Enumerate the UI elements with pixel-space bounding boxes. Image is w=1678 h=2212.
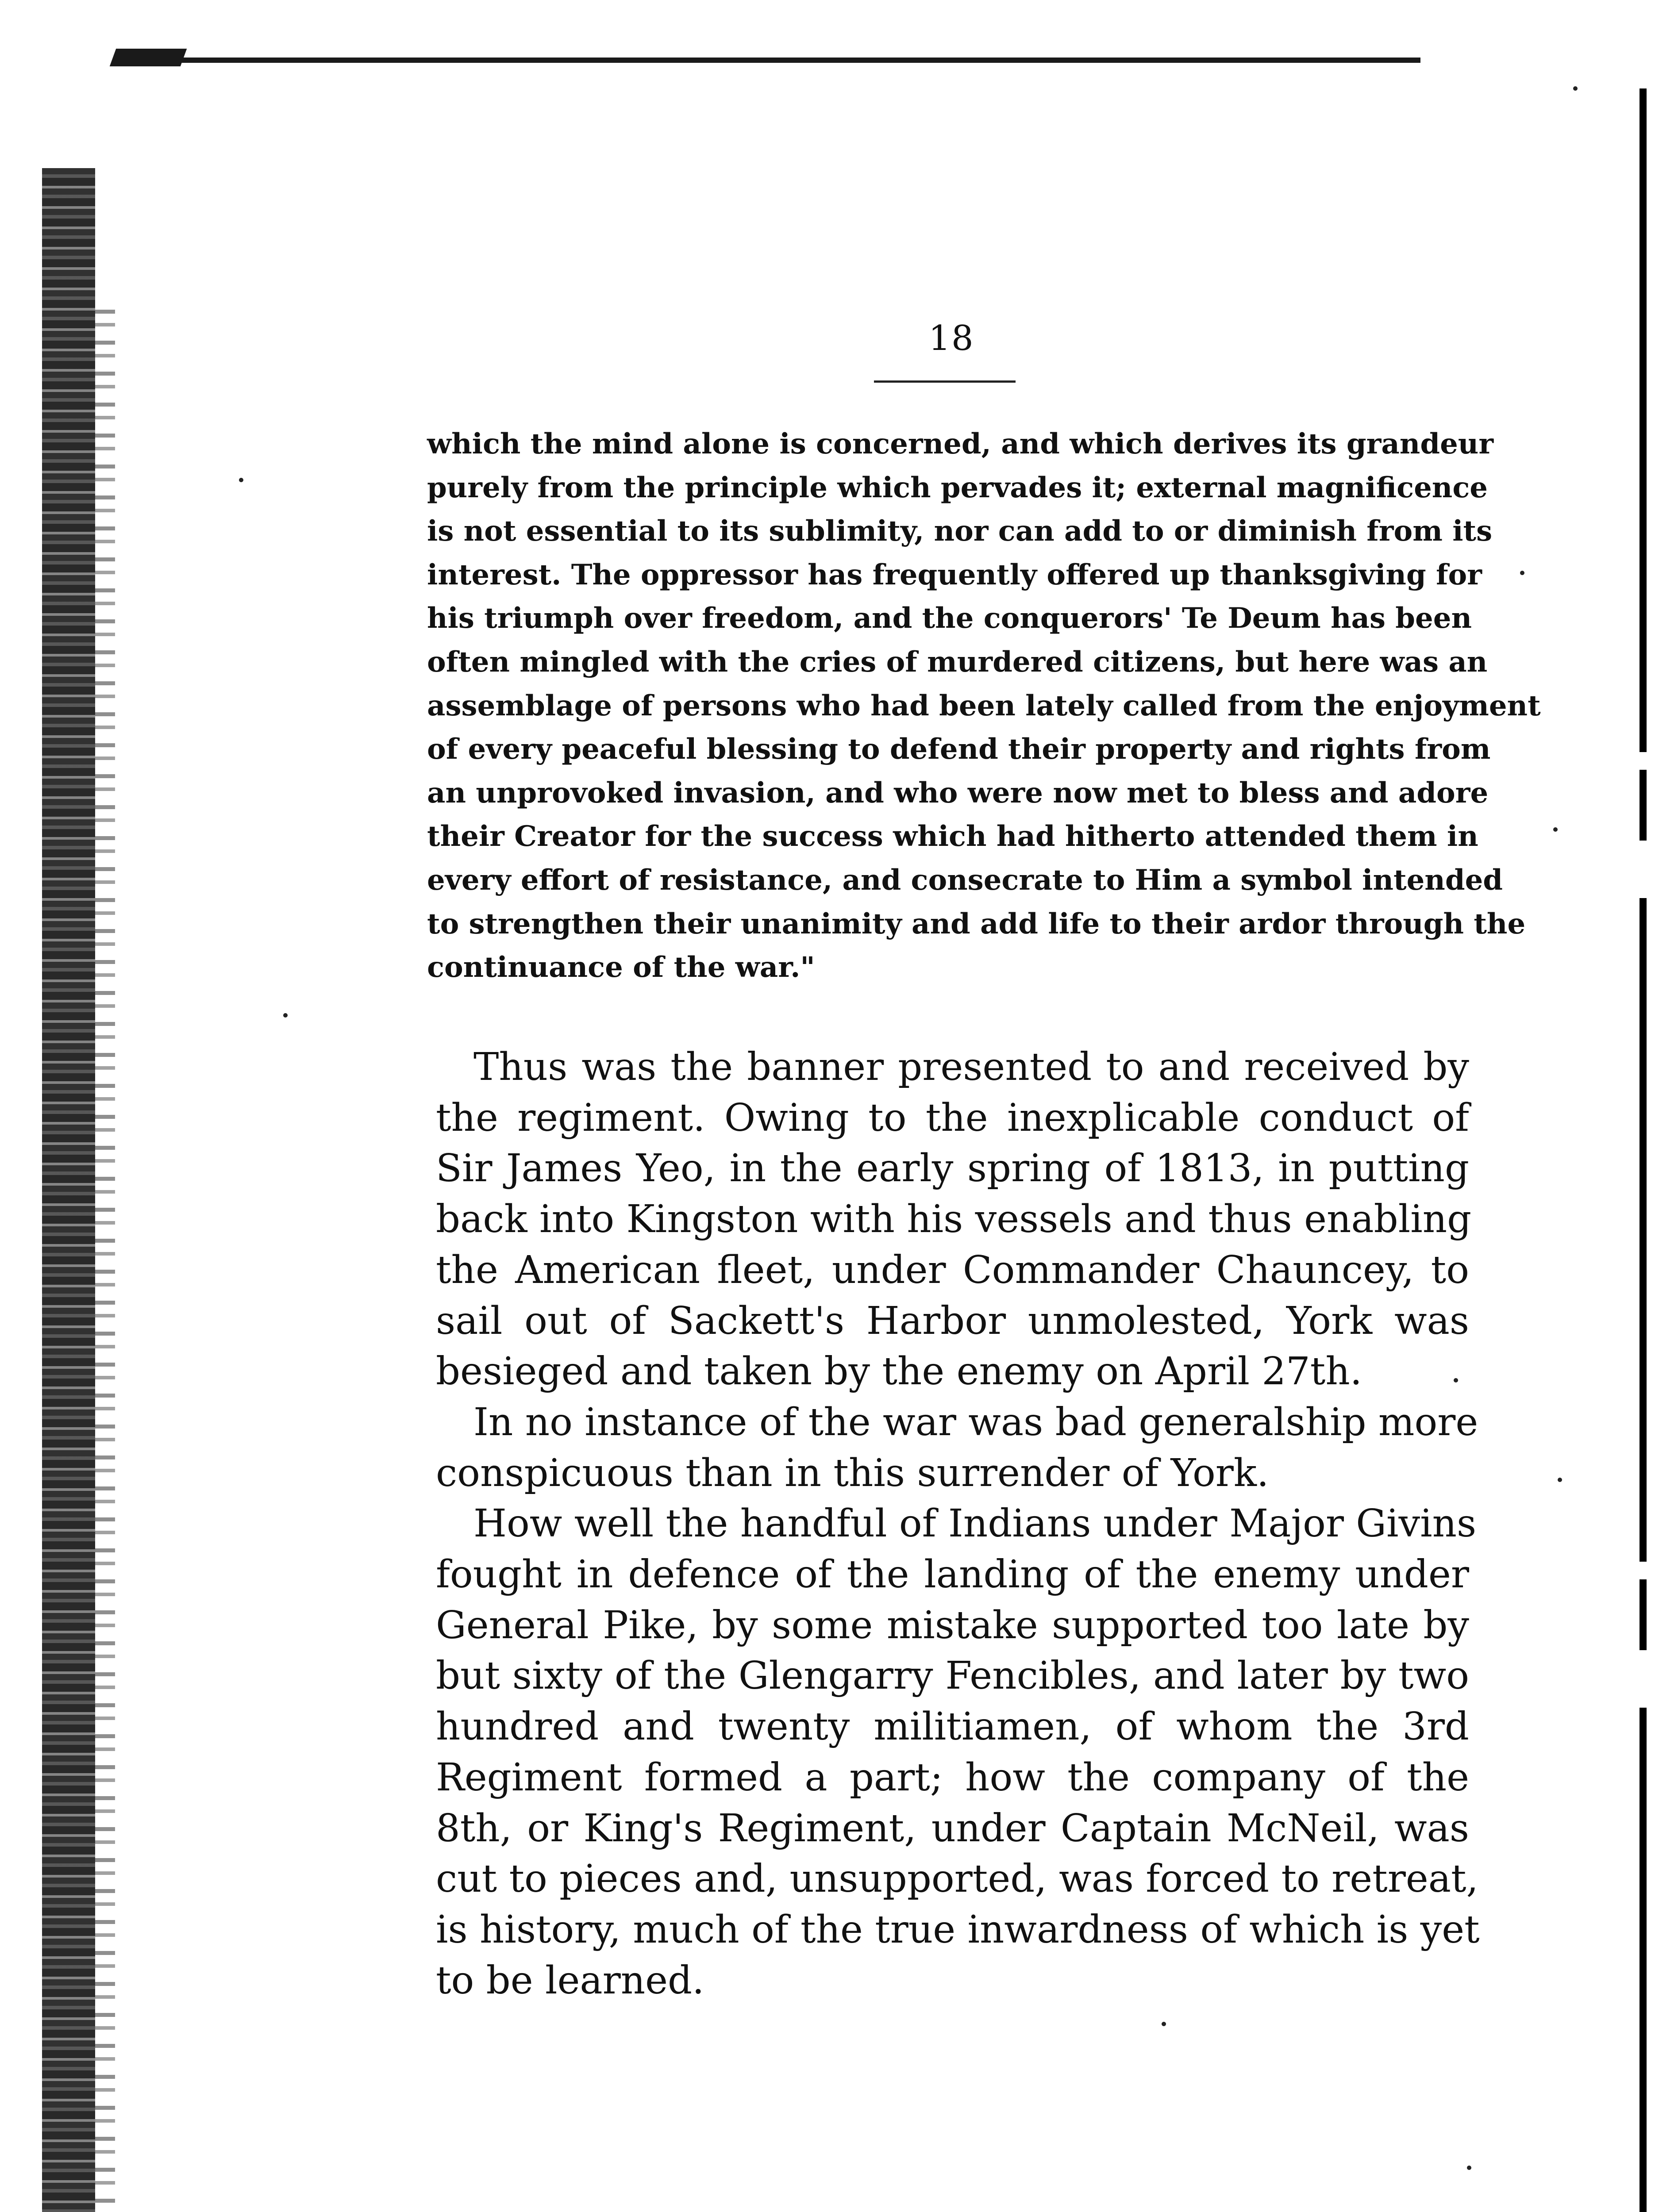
body-line: sail out of Sackett's Harbor unmolested, York was (436, 1298, 1469, 1343)
quote-line: his triumph over freedom, and the conquerors' Te Deum has been (427, 602, 1472, 635)
quote-line: assemblage of persons who had been lately called from the enjoyment (427, 689, 1541, 722)
quote-line: interest. The oppressor has frequently offered up thanksgiving for (427, 558, 1482, 591)
quote-line: their Creator for the success which had hitherto attended them in (427, 820, 1478, 853)
quote-line: every effort of resistance, and consecrate to Him a symbol intended (427, 863, 1503, 897)
body-line: the regiment. Owing to the inexplicable conduct of (436, 1095, 1469, 1140)
scan-speck (283, 1013, 288, 1018)
quote-line: an unprovoked invasion, and who were now met to bless and adore (427, 776, 1489, 810)
body-line: How well the handful of Indians under Major Givins (473, 1502, 1477, 1546)
quoted-passage (427, 422, 1541, 990)
page-number-rule (874, 380, 1016, 383)
scan-speck (1520, 571, 1524, 575)
quote-line: purely from the principle which pervades it; external magnificence (427, 471, 1488, 504)
scan-speck (1573, 86, 1578, 91)
quote-line: continuance of the war." (427, 951, 815, 984)
body-line: back into Kingston with his vessels and thus enabling (436, 1197, 1472, 1242)
quote-line: often mingled with the cries of murdered citizens, but here was an (427, 645, 1488, 679)
body-line: cut to pieces and, unsupported, was forced to retreat, (436, 1857, 1478, 1901)
scanned-binding-shadow (95, 310, 115, 2212)
scan-speck (1162, 2022, 1166, 2026)
body-line: to be learned. (436, 1958, 704, 2003)
scan-speck (1553, 827, 1558, 832)
body-line: the American fleet, under Commander Chauncey, to (436, 1248, 1469, 1292)
body-text (436, 1042, 1480, 2006)
scan-speck (239, 478, 243, 482)
body-line: besieged and taken by the enemy on April 27th. (436, 1349, 1362, 1394)
body-line: Sir James Yeo, in the early spring of 1813, in putting (436, 1146, 1469, 1191)
body-line: Regiment formed a part; how the company of the (436, 1755, 1469, 1800)
quote-line: which the mind alone is concerned, and which derives its grandeur (427, 427, 1494, 461)
scanned-binding-edge (42, 168, 95, 2212)
body-line: conspicuous than in this surrender of York. (436, 1451, 1269, 1495)
scan-top-border (115, 58, 1420, 63)
quote-line: to strengthen their unanimity and add life to their ardor through the (427, 907, 1526, 941)
body-line: is history, much of the true inwardness of which is yet (436, 1907, 1480, 1952)
body-line: In no instance of the war was bad generalship more (473, 1400, 1478, 1444)
body-line: fought in defence of the landing of the enemy under (436, 1552, 1469, 1597)
body-line: but sixty of the Glengarry Fencibles, and later by two (436, 1654, 1469, 1698)
scan-speck (1467, 2166, 1471, 2170)
body-line: General Pike, by some mistake supported too late by (436, 1603, 1469, 1647)
scan-speck (1558, 1478, 1562, 1482)
page-number: 18 (928, 319, 974, 358)
body-line: hundred and twenty militiamen, of whom the 3rd (436, 1705, 1469, 1749)
scan-right-border (1640, 88, 1647, 2212)
quote-line: of every peaceful blessing to defend their property and rights from (427, 733, 1491, 766)
quote-line: is not essential to its sublimity, nor can add to or diminish from its (427, 515, 1493, 548)
body-line: 8th, or King's Regiment, under Captain McNeil, was (436, 1806, 1469, 1851)
scan-speck (1454, 1378, 1458, 1382)
body-line: Thus was the banner presented to and received by (473, 1045, 1469, 1089)
